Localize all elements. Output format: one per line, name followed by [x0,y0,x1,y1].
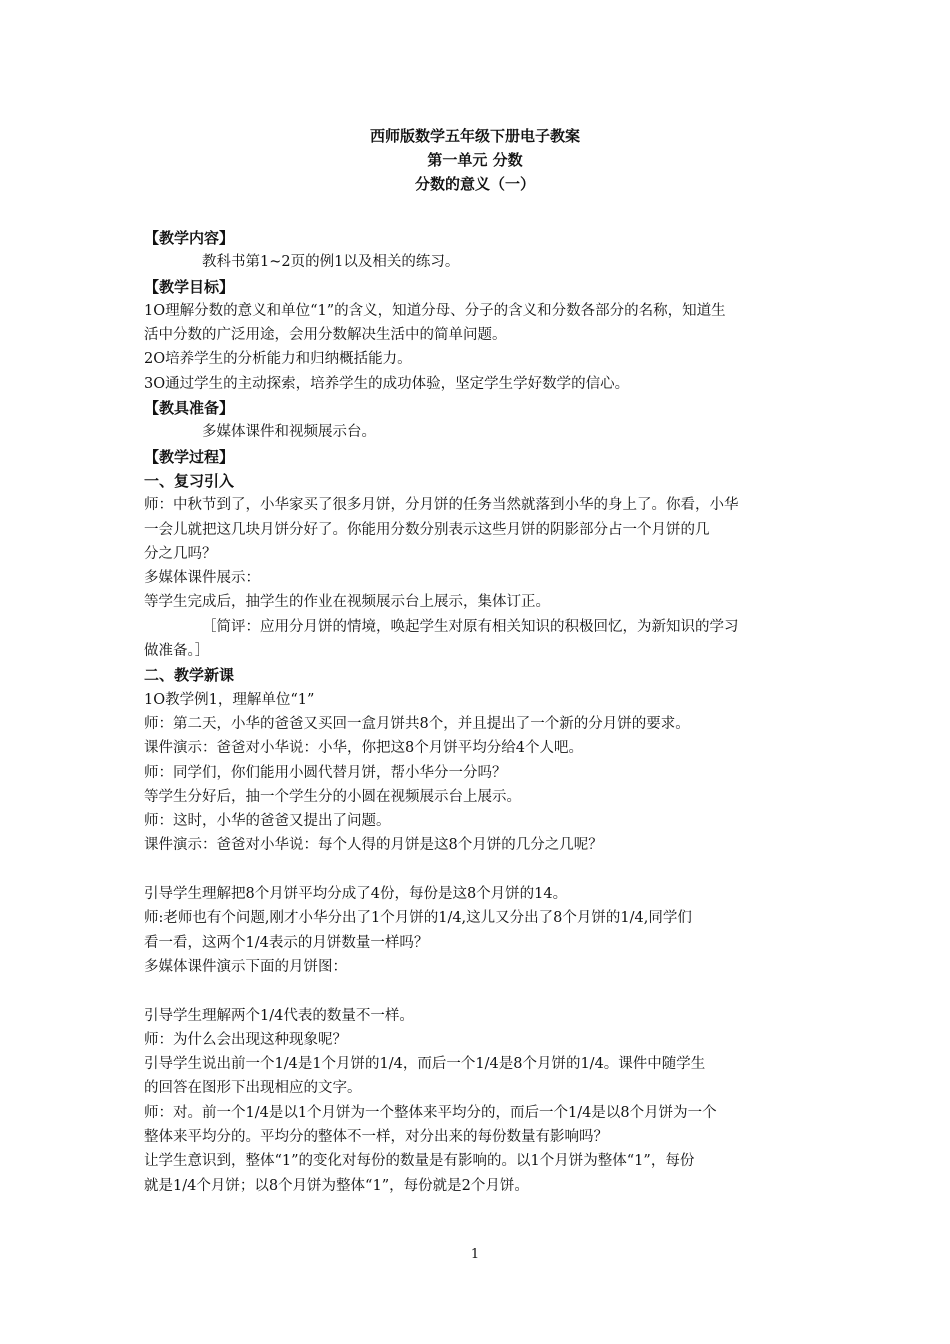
goal-1-line-2: 活中分数的广泛用途，会用分数解决生活中的简单问题。 [144,327,507,344]
section-2-paragraph-2: 师：第二天，小华的爸爸又买回一盒月饼共8个，并且提出了一个新的分月饼的要求。 [144,715,690,732]
section-2-paragraph-4: 师：同学们，你们能用小圆代替月饼，帮小华分一分吗？ [144,764,507,781]
section-2-paragraph-11: 引导学生理解两个1/4代表的数量不一样。 [144,1007,414,1024]
section-2-paragraph-3: 课件演示：爸爸对小华说：小华，你把这8个月饼平均分给4个人吧。 [144,740,583,757]
section-2-paragraph-13-line-2: 的回答在图形下出现相应的文字。 [144,1080,362,1097]
section-1-paragraph-1-line-1: 师：中秋节到了，小华家买了很多月饼，分月饼的任务当然就落到小华的身上了。你看，小华 [144,497,739,514]
section-2-paragraph-6: 师：这时，小华的爸爸又提出了问题。 [144,813,391,830]
section-1-paragraph-3: 等学生完成后，抽学生的作业在视频展示台上展示，集体订正。 [144,594,550,611]
goal-2: 2O培养学生的分析能力和归纳概括能力。 [144,351,412,368]
section-1-paragraph-1-line-3: 分之几吗？ [144,545,217,562]
goal-1-line-1: 1O理解分数的意义和单位“1”的含义，知道分母、分子的含义和分数各部分的名称，知道生 [144,302,726,319]
blank-line [144,979,810,1003]
blank-line [144,858,810,882]
page-number: 1 [470,1247,480,1262]
section-1-paragraph-1-line-2: 一会儿就把这几块月饼分好了。你能用分数分别表示这些月饼的阴影部分占一个月饼的几 [144,521,710,538]
section-2-paragraph-5: 等学生分好后，抽一个学生分的小圆在视频展示台上展示。 [144,788,521,805]
heading-teaching-process: 【教学过程】 [144,447,235,466]
section-1-paragraph-2: 多媒体课件展示： [144,570,260,587]
section-1-comment-line-1: ［简评：应用分月饼的情境，唤起学生对原有相关知识的积极回忆，为新知识的学习 [202,618,739,635]
section-2-paragraph-15-line-1: 让学生意识到，整体“1”的变化对每份的数量是有影响的。以1个月饼为整体“1”，每份 [144,1153,695,1170]
section-2-paragraph-9-line-1: 师:老师也有个问题,刚才小华分出了1个月饼的1/4,这儿又分出了8个月饼的1/4,同学们 [144,910,692,927]
paragraph-teaching-content: 教科书第1~2页的例1以及相关的练习。 [202,254,460,271]
document-body [144,226,810,1198]
heading-teaching-tools: 【教具准备】 [144,399,235,418]
section-2-paragraph-13-line-1: 引导学生说出前一个1/4是1个月饼的1/4，而后一个1/4是8个月饼的1/4。课件中随学生 [144,1056,706,1073]
section-1-comment-line-2: 做准备。］ [144,643,210,660]
unit-title: 第一单元 分数 [427,151,523,169]
heading-teaching-content: 【教学内容】 [144,229,235,247]
goal-3: 3O通过学生的主动探索，培养学生的成功体验，坚定学生学好数学的信心。 [144,375,630,392]
section-2-paragraph-14-line-1: 师：对。前一个1/4是以1个月饼为一个整体来平均分的，而后一个1/4是以8个月饼为一个 [144,1104,717,1121]
section-2-paragraph-10: 多媒体课件演示下面的月饼图： [144,958,347,975]
paragraph-teaching-tools: 多媒体课件和视频展示台。 [202,424,376,441]
lesson-title: 分数的意义（一） [414,175,535,193]
section-2-paragraph-12: 师：为什么会出现这种现象呢？ [144,1031,347,1048]
document-title-block [0,124,950,196]
section-2-paragraph-1: 1O教学例1，理解单位“1” [144,691,315,708]
section-2-paragraph-8: 引导学生理解把8个月饼平均分成了4份，每份是这8个月饼的14。 [144,886,568,903]
section-1-title: 一、复习引入 [144,471,235,490]
document-title: 西师版数学五年级下册电子教案 [369,127,580,145]
section-2-paragraph-15-line-2: 就是1/4个月饼；以8个月饼为整体“1”，每份就是2个月饼。 [144,1177,529,1194]
section-2-paragraph-7: 课件演示：爸爸对小华说：每个人得的月饼是这8个月饼的几分之几呢？ [144,837,603,854]
section-2-paragraph-14-line-2: 整体来平均分的。平均分的整体不一样，对分出来的每份数量有影响吗？ [144,1128,608,1145]
section-2-title: 二、教学新课 [144,666,235,685]
heading-teaching-goals: 【教学目标】 [144,277,235,296]
section-2-paragraph-9-line-2: 看一看，这两个1/4表示的月饼数量一样吗？ [144,934,429,951]
